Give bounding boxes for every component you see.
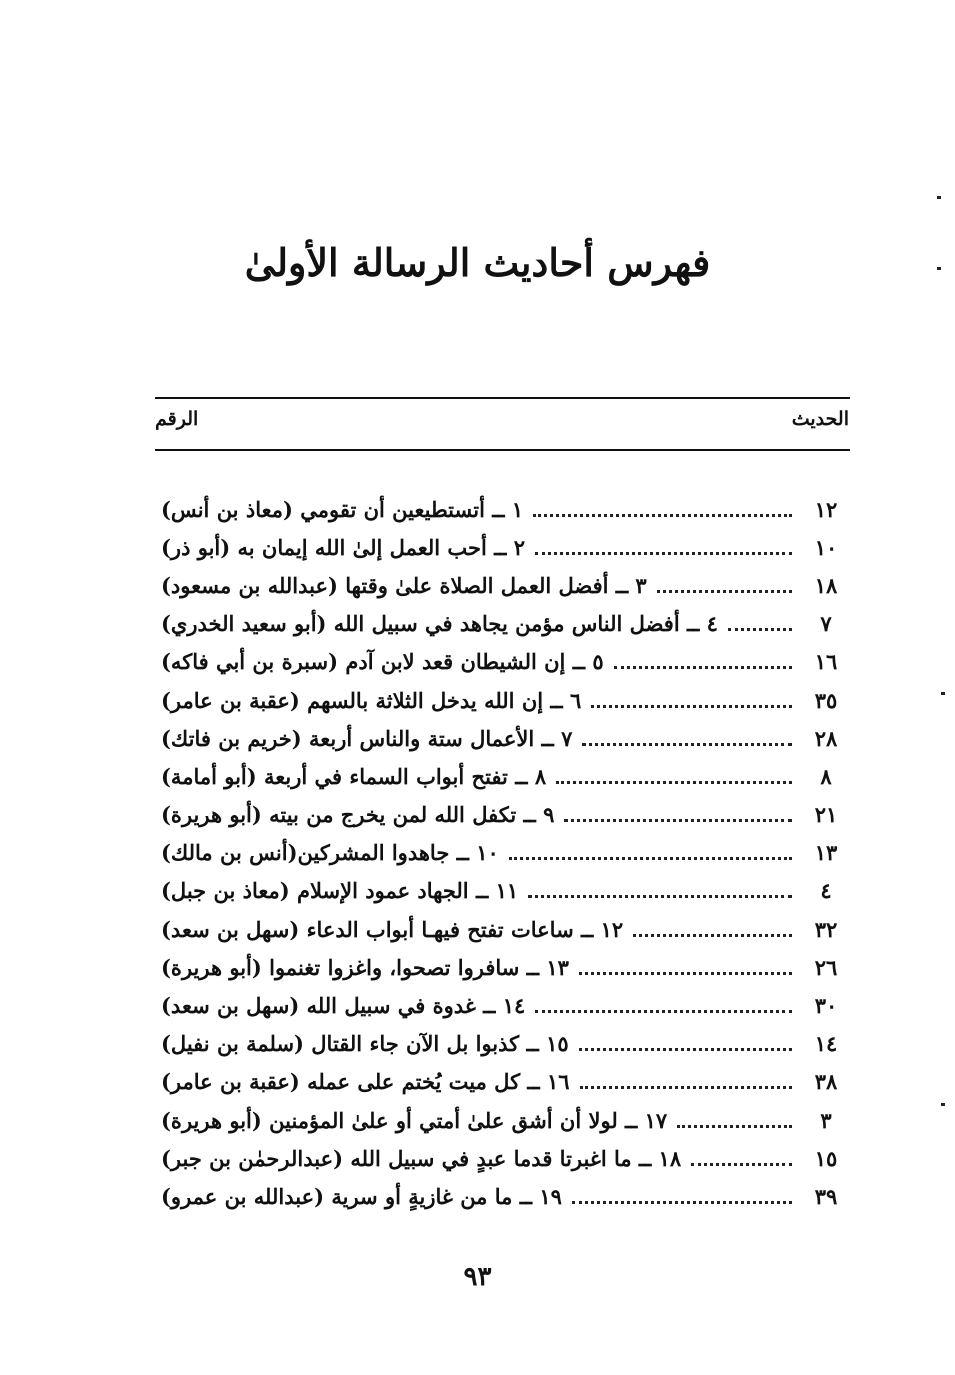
header-top-rule [155,397,850,399]
entry-number: ٤ [820,878,832,904]
list-item [155,681,850,719]
entry-number: ١٠ [814,534,838,560]
entry-number: ٢١ [814,802,838,828]
dot-leader [580,1086,792,1089]
entry-text: ١٦ ــ كل ميت يُختم على عمله (عقبة بن عامر) [161,1069,570,1095]
entry-text: ١٥ ــ كذبوا بل الآن جاء القتال (سلمة بن نفيل) [161,1031,569,1057]
entry-text: ٥ ــ إن الشيطان قعد لابن آدم (سبرة بن أبي فاكه) [161,649,604,675]
scan-speck [937,196,941,199]
list-item [155,643,850,681]
dot-leader [528,895,792,898]
entry-number: ٢٦ [814,954,838,980]
list-item [155,719,850,757]
list-item [155,986,850,1024]
entry-text: ٦ ــ إن الله يدخل الثلاثة بالسهم (عقبة بن عامر) [161,687,582,713]
entry-text: ١٠ ــ جاهدوا المشركين(أنس بن مالك) [161,840,499,866]
dot-leader [564,819,792,822]
list-item [155,872,850,910]
dot-leader [535,1010,792,1013]
entry-text: ١٢ ــ ساعات تفتح فيهـا أبواب الدعاء (سهل بن سعد) [161,916,624,942]
list-item [155,528,850,566]
entry-number: ١٨ [814,572,838,598]
entry-text: ١٧ ــ لولا أن أشق علىٰ أمتي أو علىٰ المؤمنين (أبو هريرة) [161,1107,668,1133]
dot-leader [579,972,792,975]
dot-leader [728,628,792,631]
list-item [155,834,850,872]
list-item [155,566,850,604]
page-number: ٩٣ [463,1262,492,1292]
dot-leader [535,552,792,555]
entry-text: ٤ ــ أفضل الناس مؤمن يجاهد في سبيل الله (أبو سعيد الخدري) [161,611,718,637]
scan-speck [937,267,941,270]
entry-number: ١٢ [814,496,838,522]
entry-number: ٣٢ [814,916,838,942]
entry-number: ٣٩ [814,1183,838,1209]
list-item [155,910,850,948]
scan-speck [941,1103,945,1106]
number-column-header: الرقم [155,408,199,430]
entry-number: ١٤ [814,1031,838,1057]
entry-number: ٣ [820,1107,832,1133]
entry-text: ١ ــ أتستطيعين أن تقومي (معاذ بن أنس) [161,496,524,522]
dot-leader [691,1163,792,1166]
entry-number: ٢٨ [814,725,838,751]
dot-leader [614,666,792,669]
entry-number: ١٥ [814,1145,838,1171]
list-item [155,1025,850,1063]
entry-text: ١٨ ــ ما اغبرتا قدما عبدٍ في سبيل الله (عبدالرحمٰن بن جبر) [161,1145,682,1171]
dot-leader [572,1201,792,1204]
entry-number: ١٣ [814,840,838,866]
page-title: فهرس أحاديث الرسالة الأولىٰ [244,240,711,285]
entry-number: ٣٥ [814,687,838,713]
index-list [155,490,850,1216]
list-item [155,757,850,795]
scan-speck [941,692,945,695]
dot-leader [533,514,792,517]
entry-number: ٣٠ [814,993,838,1019]
list-item [155,948,850,986]
dot-leader [509,857,792,860]
entry-text: ١٩ ــ ما من غازيةٍ أو سرية (عبدالله بن عمرو) [161,1183,562,1209]
entry-text: ١١ ــ الجهاد عمود الإسلام (معاذ بن جبل) [161,878,519,904]
list-item [155,796,850,834]
dot-leader [582,743,792,746]
entry-number: ٧ [820,611,832,637]
entry-number: ١٦ [814,649,838,675]
dot-leader [556,781,792,784]
list-item [155,1177,850,1215]
list-item [155,490,850,528]
dot-leader [591,705,792,708]
dot-leader [633,934,792,937]
hadith-column-header: الحديث [791,408,849,430]
entry-number: ٣٨ [814,1069,838,1095]
entry-text: ٩ ــ تكفل الله لمن يخرج من بيته (أبو هريرة) [161,802,555,828]
dot-leader [677,1125,792,1128]
header-bottom-rule [155,449,850,451]
entry-text: ٢ ــ أحب العمل إلىٰ الله إيمان به (أبو ذر) [161,534,526,560]
entry-text: ١٤ ــ غدوة في سبيل الله (سهل بن سعد) [161,993,526,1019]
entry-text: ٨ ــ تفتح أبواب السماء في أربعة (أبو أمامة) [161,763,547,789]
entry-text: ١٣ ــ سافروا تصحوا، واغزوا تغنموا (أبو هريرة) [161,954,569,980]
list-item [155,1101,850,1139]
dot-leader [579,1048,792,1051]
entry-text: ٣ ــ أفضل العمل الصلاة علىٰ وقتها (عبدالله بن مسعود) [161,572,647,598]
list-item [155,605,850,643]
dot-leader [657,590,792,593]
list-item [155,1063,850,1101]
list-item [155,1139,850,1177]
entry-number: ٨ [820,763,832,789]
entry-text: ٧ ــ الأعمال ستة والناس أربعة (خريم بن فاتك) [161,725,573,751]
